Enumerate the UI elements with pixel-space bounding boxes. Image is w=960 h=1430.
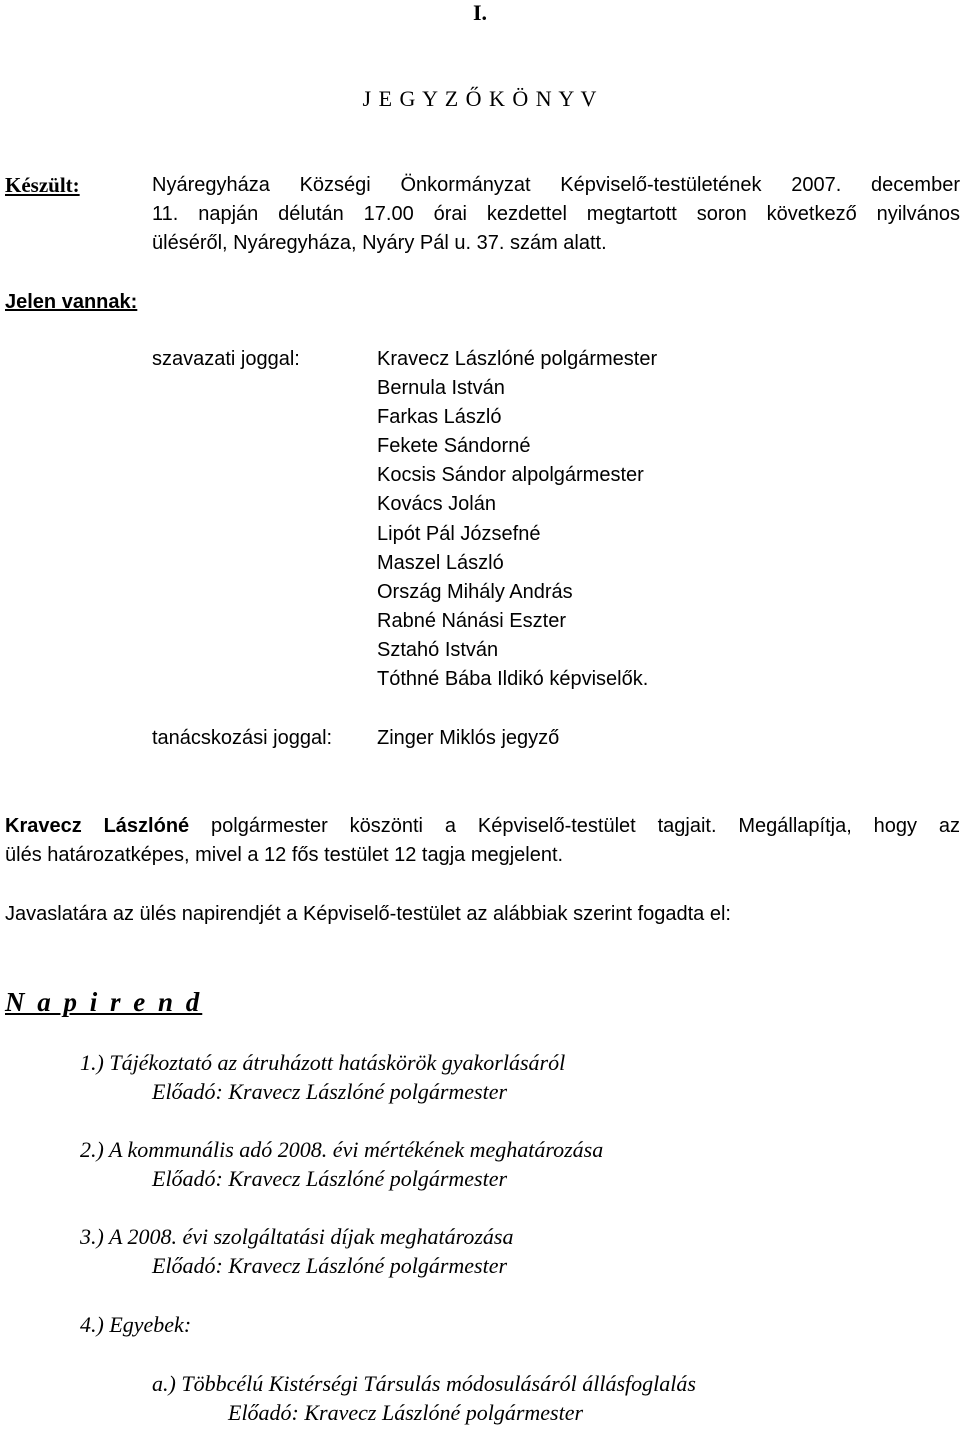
agenda-item-3 bbox=[80, 1222, 514, 1251]
agenda-number: 3.) bbox=[80, 1224, 104, 1249]
list-item: Farkas László bbox=[377, 406, 502, 429]
keszult-label: Készült: bbox=[5, 173, 80, 197]
agenda-title: A kommunális adó 2008. évi mértékének meghatározása bbox=[108, 1137, 604, 1162]
list-item: Bernula István bbox=[377, 377, 505, 400]
opening-line-2: ülés határozatképes, mivel a 12 fős testület 12 tagja megjelent. bbox=[5, 844, 564, 866]
list-item: Tóthné Bába Ildikó képviselők. bbox=[377, 668, 649, 691]
agenda-title: Egyebek: bbox=[109, 1312, 192, 1337]
opening-paragraph bbox=[5, 812, 960, 870]
list-item: Kovács Jolán bbox=[377, 493, 496, 516]
list-item: Rabné Nánási Eszter bbox=[377, 609, 566, 632]
agenda-heading: N a p i r e n d bbox=[5, 987, 203, 1017]
agenda-subitem-a-presenter: Előadó: Kravecz Lászlóné polgármester bbox=[228, 1400, 584, 1425]
list-item: Fekete Sándorné bbox=[377, 435, 531, 458]
advisory-member: Zinger Miklós jegyző bbox=[377, 727, 560, 749]
list-item: Kocsis Sándor alpolgármester bbox=[377, 464, 644, 487]
agenda-subitem-a bbox=[152, 1369, 696, 1398]
subitem-title: Többcélú Kistérségi Társulás módosulásáról állásfoglalás bbox=[181, 1371, 696, 1396]
keszult-text bbox=[152, 171, 960, 258]
agenda-item-1 bbox=[80, 1048, 565, 1077]
agenda-presenter-2: Előadó: Kravecz Lászlóné polgármester bbox=[152, 1166, 508, 1191]
list-item: Kravecz Lászlóné polgármester bbox=[377, 348, 658, 370]
advisory-label: tanácskozási joggal: bbox=[152, 727, 333, 749]
list-item: Sztahó István bbox=[377, 638, 499, 661]
keszult-line-1: Nyáregyháza Községi Önkormányzat Képviselő-testületének 2007. december bbox=[152, 174, 960, 196]
agenda-title: A 2008. évi szolgáltatási díjak meghatározása bbox=[108, 1224, 514, 1249]
jelen-label: Jelen vannak: bbox=[5, 291, 138, 313]
agenda-number: 4.) bbox=[80, 1312, 104, 1337]
document-title: J E G Y Z Ő K Ö N Y V bbox=[362, 86, 598, 111]
voting-label: szavazati joggal: bbox=[152, 348, 300, 370]
subitem-letter: a.) bbox=[152, 1371, 176, 1396]
proposal-text: Javaslatára az ülés napirendjét a Képviselő-testület az alábbiak szerint fogadta el: bbox=[5, 903, 731, 925]
agenda-item-4 bbox=[80, 1310, 191, 1339]
section-number: I. bbox=[472, 0, 488, 25]
agenda-number: 1.) bbox=[80, 1050, 104, 1075]
agenda-presenter-1: Előadó: Kravecz Lászlóné polgármester bbox=[152, 1079, 508, 1104]
voting-members-list bbox=[377, 345, 657, 694]
speaker-name: Kravecz Lászlóné bbox=[5, 815, 190, 837]
opening-line-1 bbox=[5, 812, 960, 841]
agenda-presenter-3: Előadó: Kravecz Lászlóné polgármester bbox=[152, 1253, 508, 1278]
list-item: Ország Mihály András bbox=[377, 580, 573, 603]
keszult-line-2: 11. napján délután 17.00 órai kezdettel megtartott soron következő nyilvános bbox=[152, 203, 960, 225]
keszult-line-3: üléséről, Nyáregyháza, Nyáry Pál u. 37. szám alatt. bbox=[152, 232, 607, 254]
agenda-title: Tájékoztató az átruházott hatáskörök gyakorlásáról bbox=[109, 1050, 566, 1075]
agenda-number: 2.) bbox=[80, 1137, 104, 1162]
opening-line-1-rest: polgármester köszönti a Képviselő-testület tagjait. Megállapítja, hogy az bbox=[189, 815, 960, 837]
agenda-item-2 bbox=[80, 1135, 603, 1164]
list-item: Lipót Pál Józsefné bbox=[377, 522, 541, 545]
list-item: Maszel László bbox=[377, 551, 504, 574]
